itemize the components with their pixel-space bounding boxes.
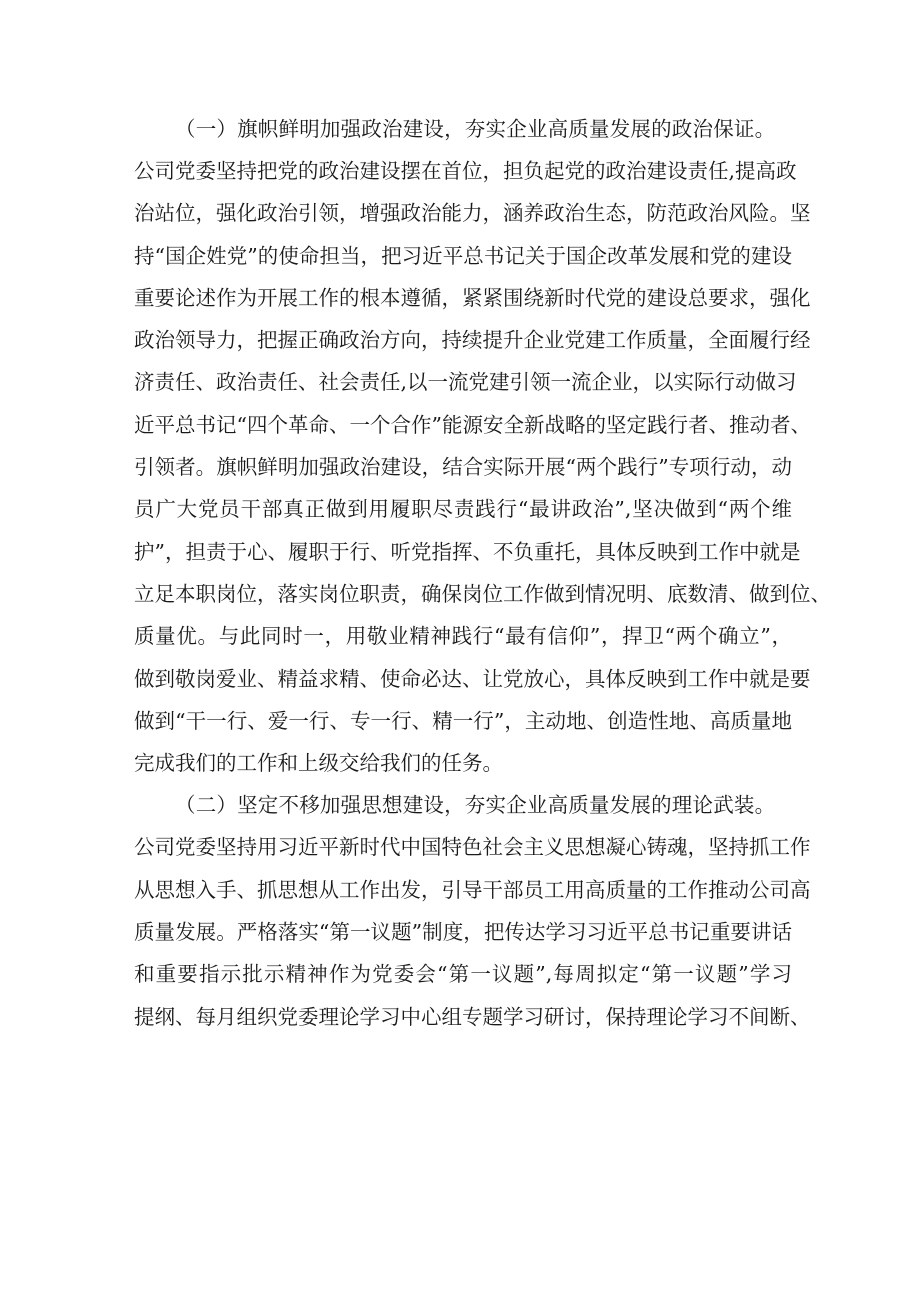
section-paragraph-2 — [134, 826, 811, 1037]
paragraph-line: 引领者。旗帜鲜明加强政治建设，结合实际开展“两个践行”专项行动，动 — [134, 455, 792, 480]
section-paragraph-1 — [134, 150, 831, 784]
paragraph-line: 近平总书记“四个革命、一个合作”能源安全新战略的坚定践行者、推动者、 — [134, 412, 811, 437]
paragraph-line: 济责任、政治责任、社会责任,以一流党建引领一流企业，以实际行动做习 — [134, 370, 797, 395]
paragraph-line: 政治领导力，把握正确政治方向，持续提升企业党建工作质量，全面履行经 — [134, 328, 811, 353]
paragraph-line: 质量优。与此同时一，用敬业精神践行“最有信仰”，捍卫“两个确立”， — [134, 624, 792, 649]
paragraph-line: 公司党委坚持用习近平新时代中国特色社会主义思想凝心铸魂，坚持抓工作 — [134, 835, 811, 860]
paragraph-line: 完成我们的工作和上级交给我们的任务。 — [134, 751, 503, 776]
paragraph-line: 从思想入手、抓思想从工作出发，引导干部员工用高质量的工作推动公司高 — [134, 877, 811, 902]
paragraph-line: 治站位，强化政治引领，增强政治能力，涵养政治生态，防范政治风险。坚 — [134, 201, 811, 226]
paragraph-line: 持“国企姓党”的使命担当，把习近平总书记关于国企改革发展和党的建设 — [134, 243, 792, 268]
paragraph-line: 做到“干一行、爱一行、专一行、精一行”，主动地、创造性地、高质量地 — [134, 708, 792, 733]
section-heading-1: （一）旗帜鲜明加强政治建设，夯实企业高质量发展的政治保证。 — [175, 117, 776, 141]
paragraph-line: 提纲、每月组织党委理论学习中心组专题学习研讨，保持理论学习不间断、 — [134, 1004, 811, 1029]
paragraph-line: 和重要指示批示精神作为党委会“第一议题”,每周拟定“第一议题”学习 — [134, 962, 792, 987]
section-heading-2: （二）坚定不移加强思想建设，夯实企业高质量发展的理论武装。 — [175, 793, 776, 818]
paragraph-line: 公司党委坚持把党的政治建设摆在首位，担负起党的政治建设责任,提高政 — [134, 159, 797, 183]
paragraph-line: 做到敬岗爱业、精益求精、使命必达、让党放心，具体反映到工作中就是要 — [134, 666, 811, 691]
paragraph-line: 护”，担责于心、履职于行、听党指挥、不负重托，具体反映到工作中就是 — [134, 539, 801, 564]
paragraph-line: 立足本职岗位，落实岗位职责，确保岗位工作做到情况明、底数清、做到位、 — [134, 581, 831, 606]
paragraph-line: 员广大党员干部真正做到用履职尽责践行“最讲政治”,坚决做到“两个维 — [134, 497, 792, 522]
document-body — [134, 108, 831, 1038]
paragraph-line: 重要论述作为开展工作的根本遵循，紧紧围绕新时代党的建设总要求，强化 — [134, 285, 811, 310]
paragraph-line: 质量发展。严格落实“第一议题”制度，把传达学习习近平总书记重要讲话 — [134, 920, 792, 945]
